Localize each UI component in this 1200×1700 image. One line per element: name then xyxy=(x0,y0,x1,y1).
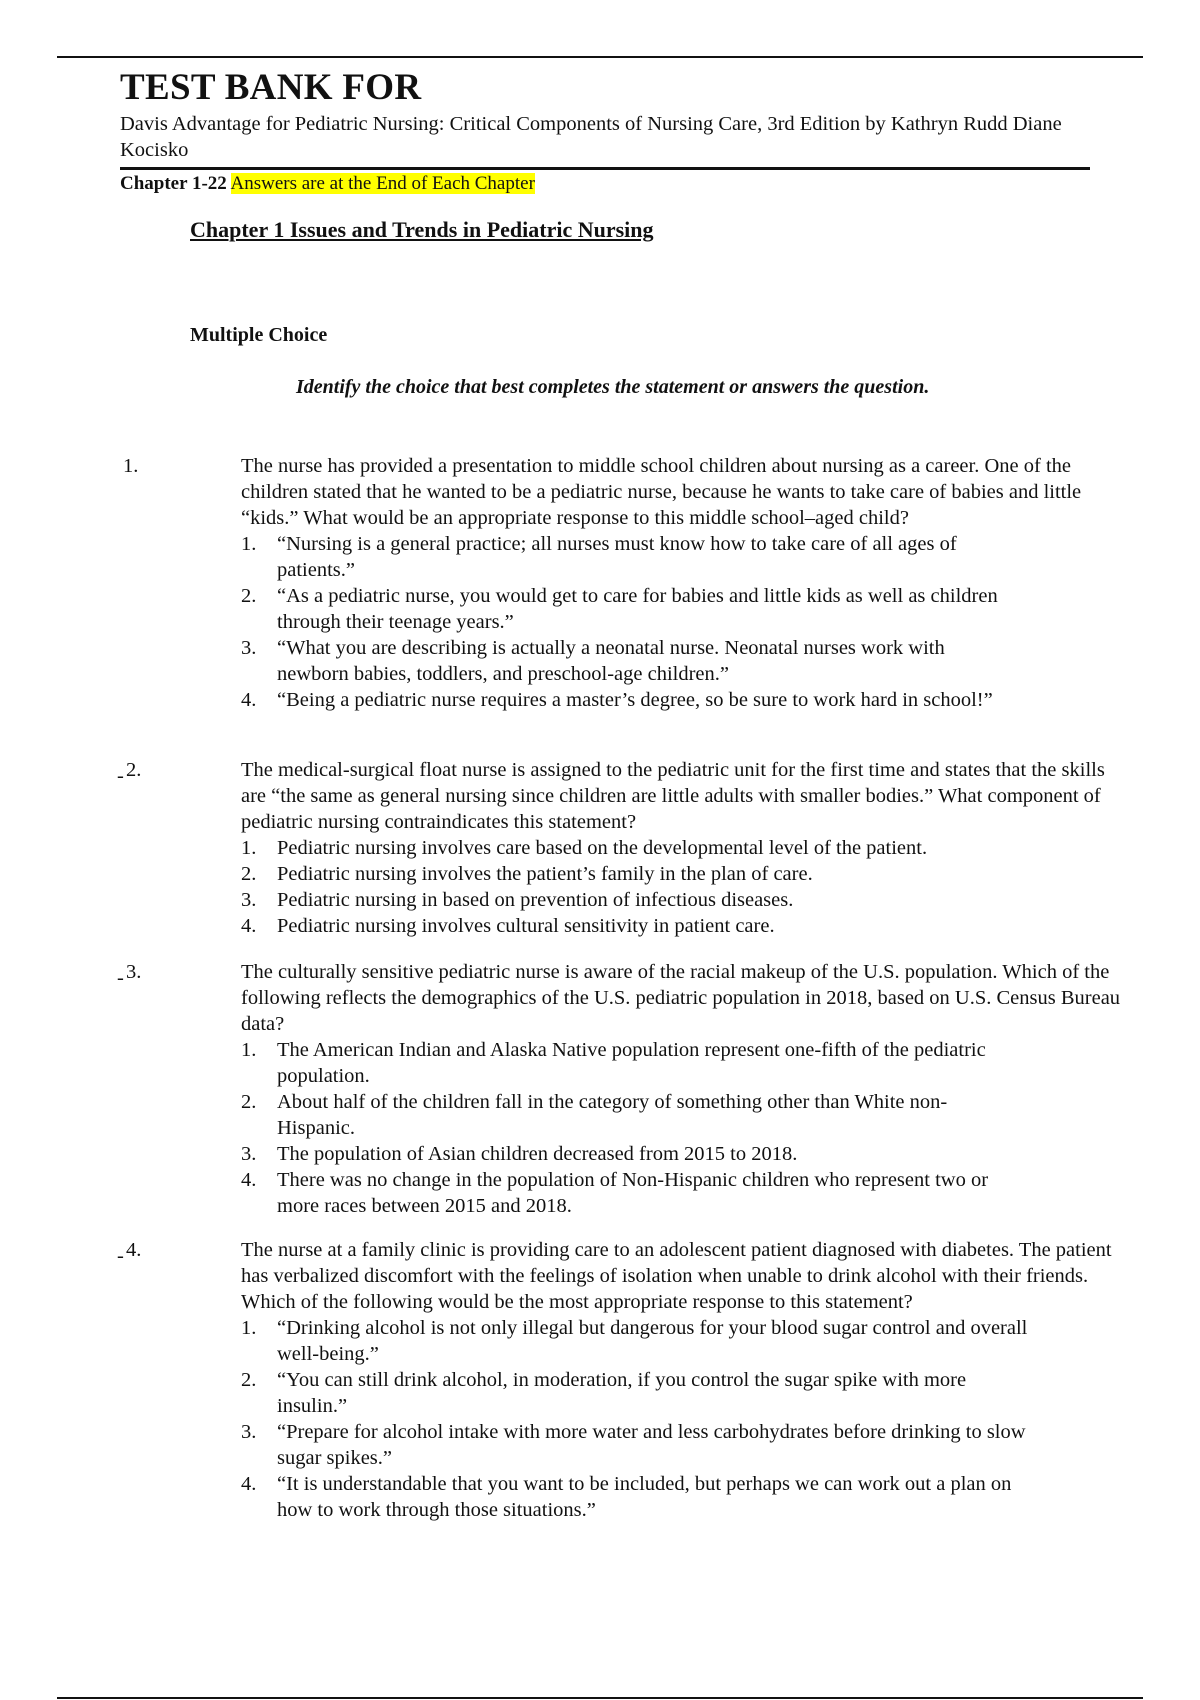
choice-number: 1. xyxy=(241,1317,257,1339)
answer-choice xyxy=(241,1471,1041,1523)
choice-text: The American Indian and Alaska Native population represent one-fifth of the pediatric population. xyxy=(277,1039,986,1087)
answer-choice xyxy=(241,1089,1011,1141)
question-stem: The nurse has provided a presentation to middle school children about nursing as a career. One of the children stated that he wanted to be a pediatric nurse, because he wants to take care of babies and little “kids.” What would be an appropriate response to this middle school–aged child? xyxy=(241,455,1082,529)
choice-text: “Being a pediatric nurse requires a master’s degree, so be sure to work hard in school!” xyxy=(277,689,993,711)
answer-choices xyxy=(241,531,1011,713)
choice-text: “It is understandable that you want to be included, but perhaps we can work out a plan on how to work through those situations.” xyxy=(277,1473,1012,1521)
choice-text: Pediatric nursing involves the patient’s family in the plan of care. xyxy=(277,863,813,885)
blank-marker: - xyxy=(117,967,124,989)
choice-text: “Drinking alcohol is not only illegal but dangerous for your blood sugar control and overall well-being.” xyxy=(277,1317,1028,1365)
question-number-text: 3. xyxy=(126,961,142,983)
answer-choice xyxy=(241,687,1011,713)
choice-text: “What you are describing is actually a neonatal nurse. Neonatal nurses work with newborn babies, toddlers, and preschool-age children.” xyxy=(277,637,945,685)
choice-number: 2. xyxy=(241,1091,257,1113)
instructions: Identify the choice that best completes the statement or answers the question. xyxy=(296,376,930,398)
chapter-range: Chapter 1-22 xyxy=(120,173,227,194)
answer-choice xyxy=(241,583,1011,635)
blank-marker: - xyxy=(117,765,124,787)
answer-choice xyxy=(241,1367,1041,1419)
choice-text: “You can still drink alcohol, in moderation, if you control the sugar spike with more insulin.” xyxy=(277,1369,967,1417)
choice-text: Pediatric nursing involves care based on the developmental level of the patient. xyxy=(277,837,928,859)
answer-choice xyxy=(241,1315,1041,1367)
question-number xyxy=(117,757,142,789)
choice-text: “As a pediatric nurse, you would get to care for babies and little kids as well as children through their teenage years.” xyxy=(277,585,998,633)
document-subtitle: Davis Advantage for Pediatric Nursing: Critical Components of Nursing Care, 3rd Edition by Kathryn Rudd Diane Kocisko xyxy=(120,113,1062,161)
choice-text: There was no change in the population of Non-Hispanic children who represent two or more races between 2015 and 2018. xyxy=(277,1169,989,1217)
choice-number: 1. xyxy=(241,1039,257,1061)
section-heading: Multiple Choice xyxy=(190,324,328,346)
choice-number: 4. xyxy=(241,915,257,937)
chapter-range-bar xyxy=(120,167,1090,196)
choice-number: 2. xyxy=(241,585,257,607)
answer-choice xyxy=(241,1141,1011,1167)
choice-number: 3. xyxy=(241,1143,257,1165)
document-title: TEST BANK FOR xyxy=(120,67,422,108)
chapter-heading: Chapter 1 Issues and Trends in Pediatric Nursing xyxy=(190,217,654,242)
choice-number: 3. xyxy=(241,1421,257,1443)
question-number xyxy=(117,1237,142,1269)
choice-number: 2. xyxy=(241,863,257,885)
answer-choices xyxy=(241,1315,1041,1523)
choice-text: “Prepare for alcohol intake with more water and less carbohydrates before drinking to slow sugar spikes.” xyxy=(277,1421,1026,1469)
question-stem: The nurse at a family clinic is providing care to an adolescent patient diagnosed with diabetes. The patient has verbalized discomfort with the feelings of isolation when unable to drink alcohol with their friends. Which of the following would be the most appropriate response to this statement? xyxy=(241,1239,1112,1313)
choice-number: 1. xyxy=(241,533,257,555)
choice-text: “Nursing is a general practice; all nurses must know how to take care of all ages of patients.” xyxy=(277,533,957,581)
answer-choice xyxy=(241,887,1121,913)
choice-number: 4. xyxy=(241,1169,257,1191)
bottom-rule xyxy=(57,1697,1143,1699)
choice-text: Pediatric nursing in based on prevention of infectious diseases. xyxy=(277,889,794,911)
choice-number: 1. xyxy=(241,837,257,859)
answer-choice xyxy=(241,1167,1011,1219)
question-stem: The medical-surgical float nurse is assigned to the pediatric unit for the first time and states that the skills are “the same as general nursing since children are little adults with smaller bodies.” What component of pediatric nursing contraindicates this statement? xyxy=(241,759,1105,833)
question-number xyxy=(117,959,142,991)
question-stem: The culturally sensitive pediatric nurse is aware of the racial makeup of the U.S. population. Which of the following reflects the demographics of the U.S. pediatric population in 2018, based on U.S. Census Bureau data? xyxy=(241,961,1121,1035)
answer-choice xyxy=(241,531,1011,583)
question-number: 1. xyxy=(123,455,139,477)
choice-number: 4. xyxy=(241,689,257,711)
answer-choices xyxy=(241,835,1121,939)
answer-choice xyxy=(241,913,1121,939)
answer-choice xyxy=(241,861,1121,887)
answer-choice xyxy=(241,835,1121,861)
question-number-text: 4. xyxy=(126,1239,142,1261)
choice-number: 2. xyxy=(241,1369,257,1391)
choice-text: Pediatric nursing involves cultural sensitivity in patient care. xyxy=(277,915,775,937)
answer-choice xyxy=(241,1419,1041,1471)
choice-number: 3. xyxy=(241,889,257,911)
question-number-text: 2. xyxy=(126,759,142,781)
answer-choices xyxy=(241,1037,1011,1219)
answer-choice xyxy=(241,635,1011,687)
answer-choice xyxy=(241,1037,1011,1089)
choice-text: About half of the children fall in the category of something other than White non-Hispanic. xyxy=(277,1091,948,1139)
choice-number: 4. xyxy=(241,1473,257,1495)
blank-marker: - xyxy=(117,1245,124,1267)
choice-text: The population of Asian children decreased from 2015 to 2018. xyxy=(277,1143,798,1165)
choice-number: 3. xyxy=(241,637,257,659)
top-rule xyxy=(57,56,1143,58)
answers-highlight-note: Answers are at the End of Each Chapter xyxy=(230,173,535,194)
